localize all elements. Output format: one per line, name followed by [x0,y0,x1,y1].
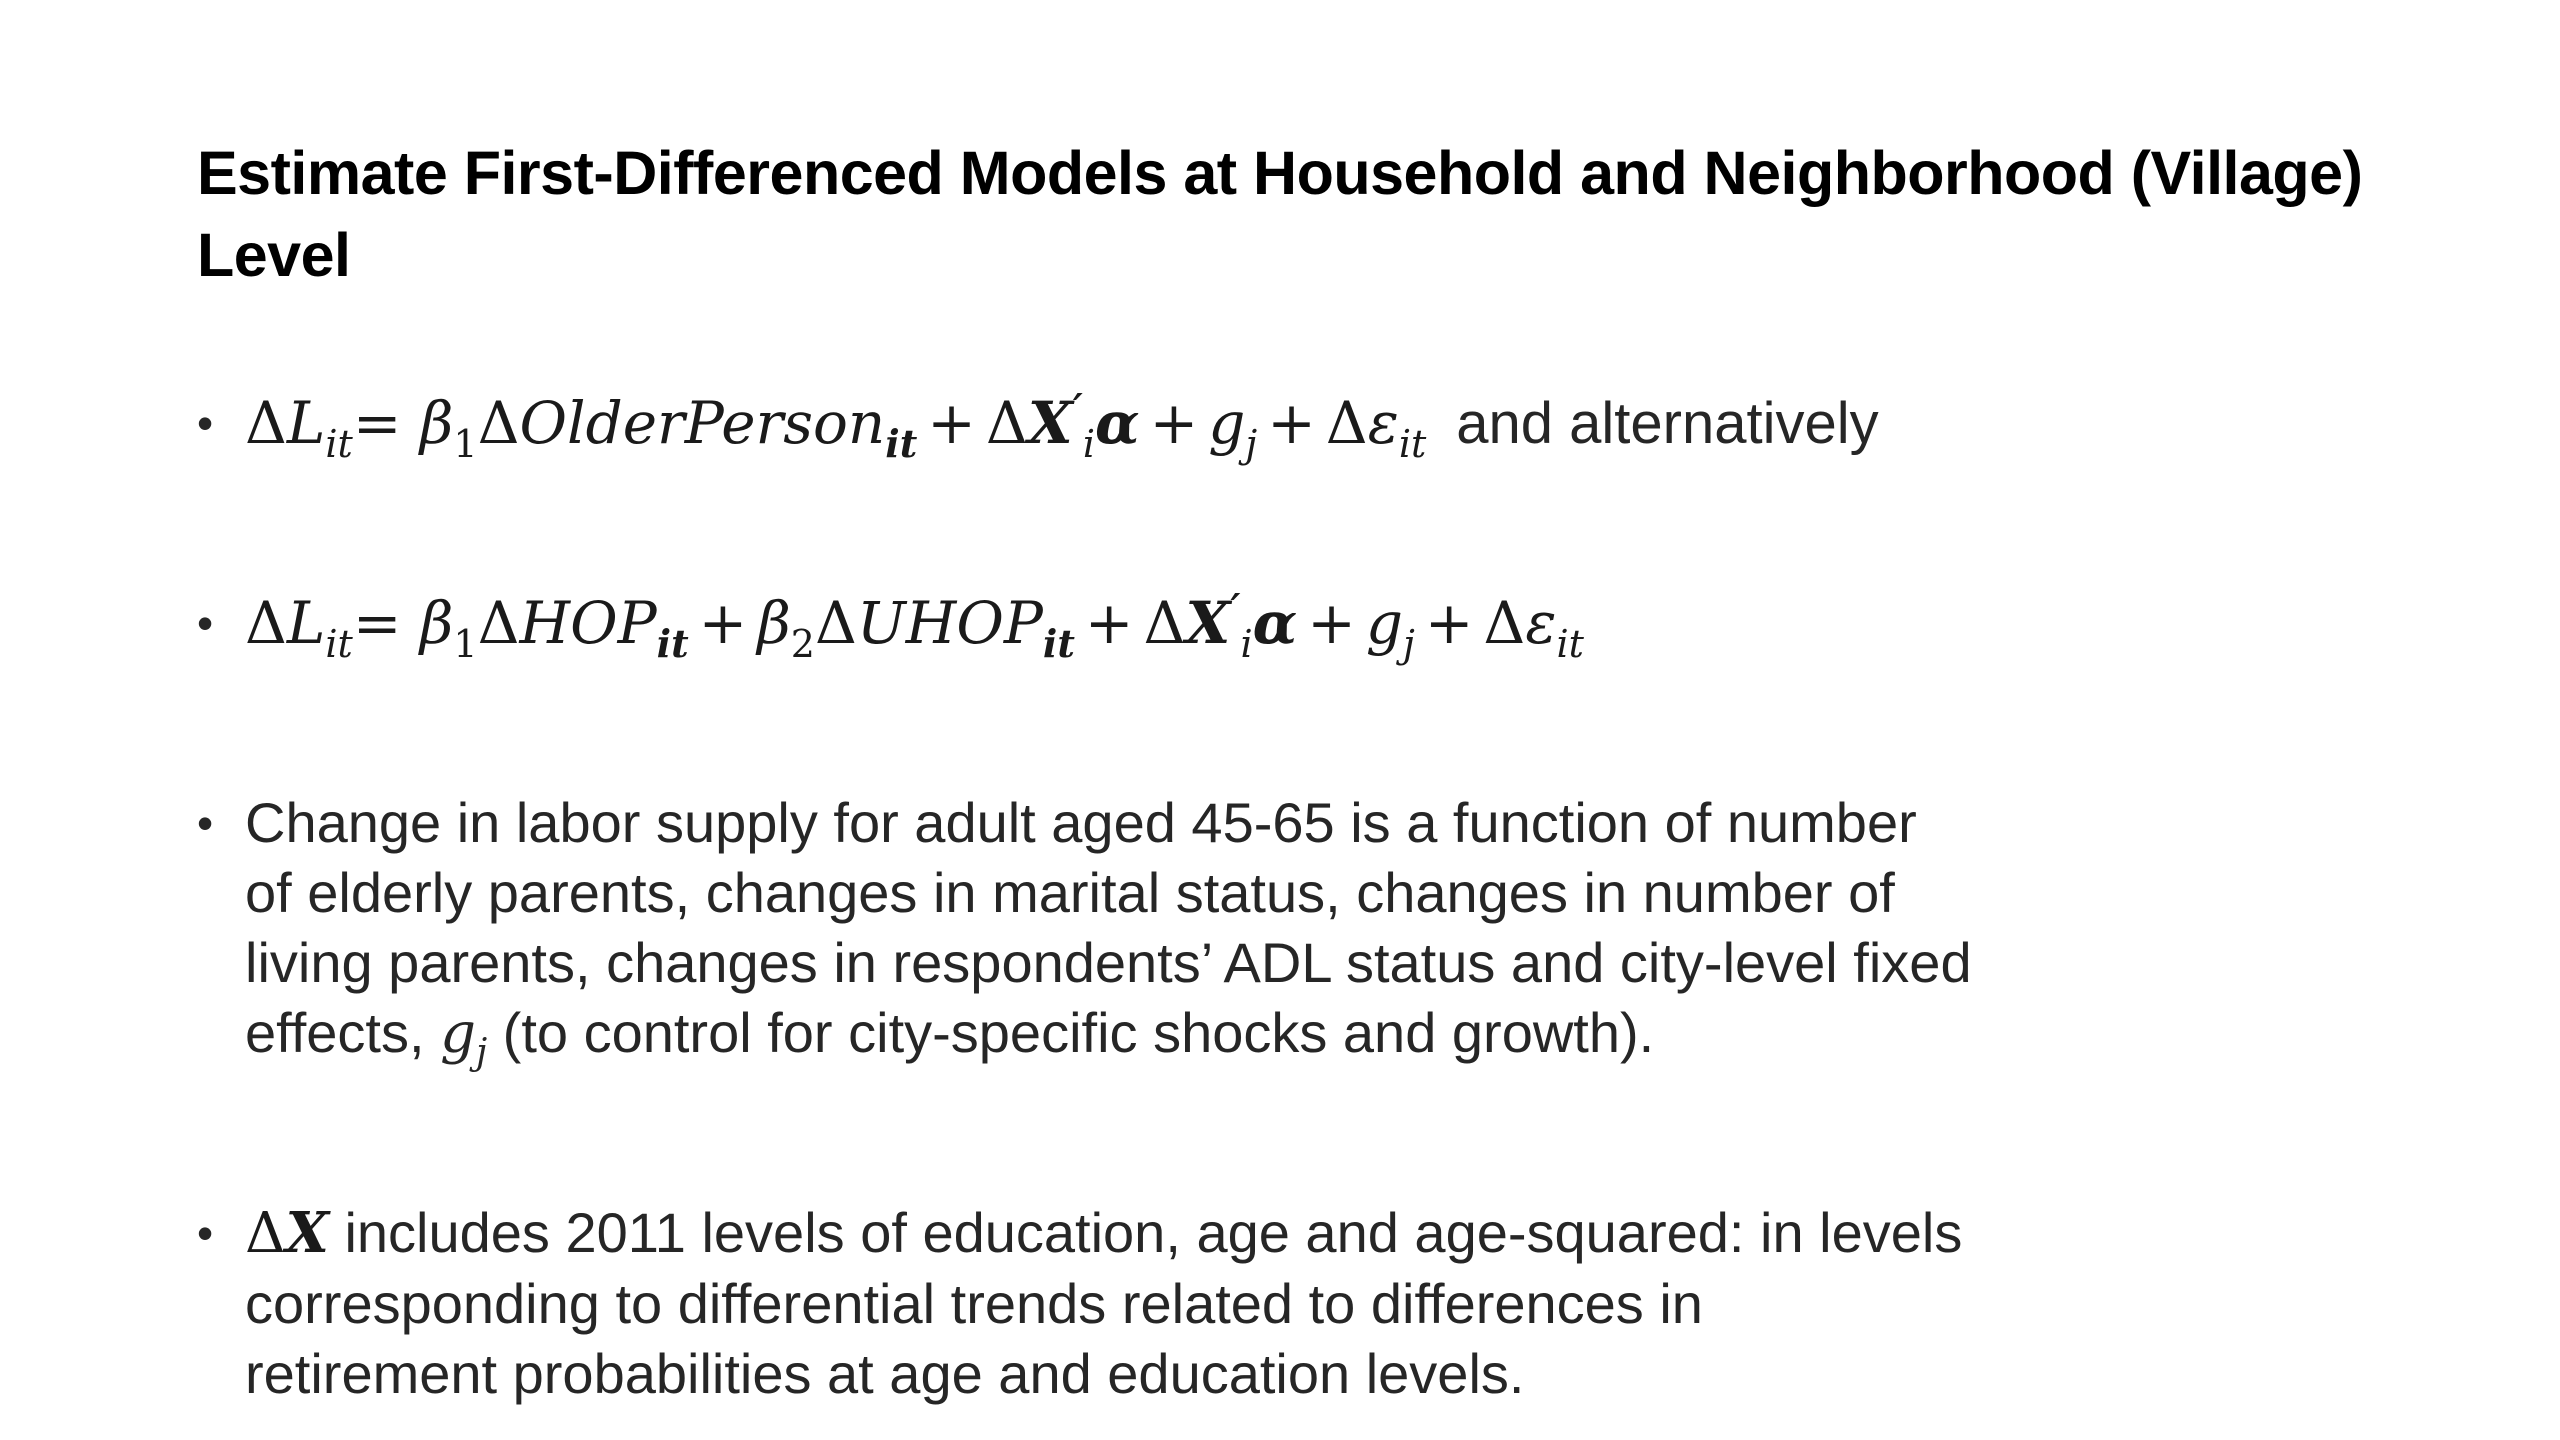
equation-2 [245,585,2245,666]
paragraph-line: living parents, changes in respondents’ ADL status and city-level fixed [245,931,1972,994]
city-fixed-effect-symbol: $g_j$ [440,1001,488,1073]
equation-1 [245,385,2245,466]
delta-x-symbol: ΔX [245,1200,329,1266]
paragraph-line: corresponding to differential trends related to differences in [245,1272,1703,1335]
paragraph-line [245,998,2245,1073]
equation-1-tail: and alternatively [1456,391,1879,456]
bullet-marker: • [197,797,214,849]
bullet-marker: • [197,597,214,649]
equation-2-math: $\Delta L_{it}= \beta_1\Delta HOP_{it}$ + $\beta_2\Delta UHOP_{it} + \Delta X'_i\alpha + g_j + \Delta\varepsilon_{it}$ [245,585,1584,666]
equation-1-math: $\Delta L_{it}=$ $\beta_1\Delta OlderPerson_{it} + \Delta X'_i\alpha + g_j + \Delta\varepsilon_{it}$ [245,385,1427,466]
paragraph-line: Change in labor supply for adult aged 45-65 is a function of number [245,791,1917,854]
delta-x-paragraph [245,1198,2245,1409]
paragraph-line [245,1198,2245,1269]
labor-supply-paragraph [245,788,2245,1073]
bullet-marker: • [197,1207,214,1259]
paragraph-text: includes 2011 levels of education, age and age-squared: in levels [328,1201,1963,1264]
paragraph-text: (to control for city-specific shocks and growth). [487,1001,1655,1064]
paragraph-text: effects, [245,1001,441,1064]
paragraph-line: retirement probabilities at age and education levels. [245,1342,1525,1405]
bullet-marker: • [197,397,214,449]
slide-title: Estimate First-Differenced Models at Household and Neighborhood (Village) Level [197,139,2363,289]
paragraph-line: of elderly parents, changes in marital status, changes in number of [245,861,1895,924]
